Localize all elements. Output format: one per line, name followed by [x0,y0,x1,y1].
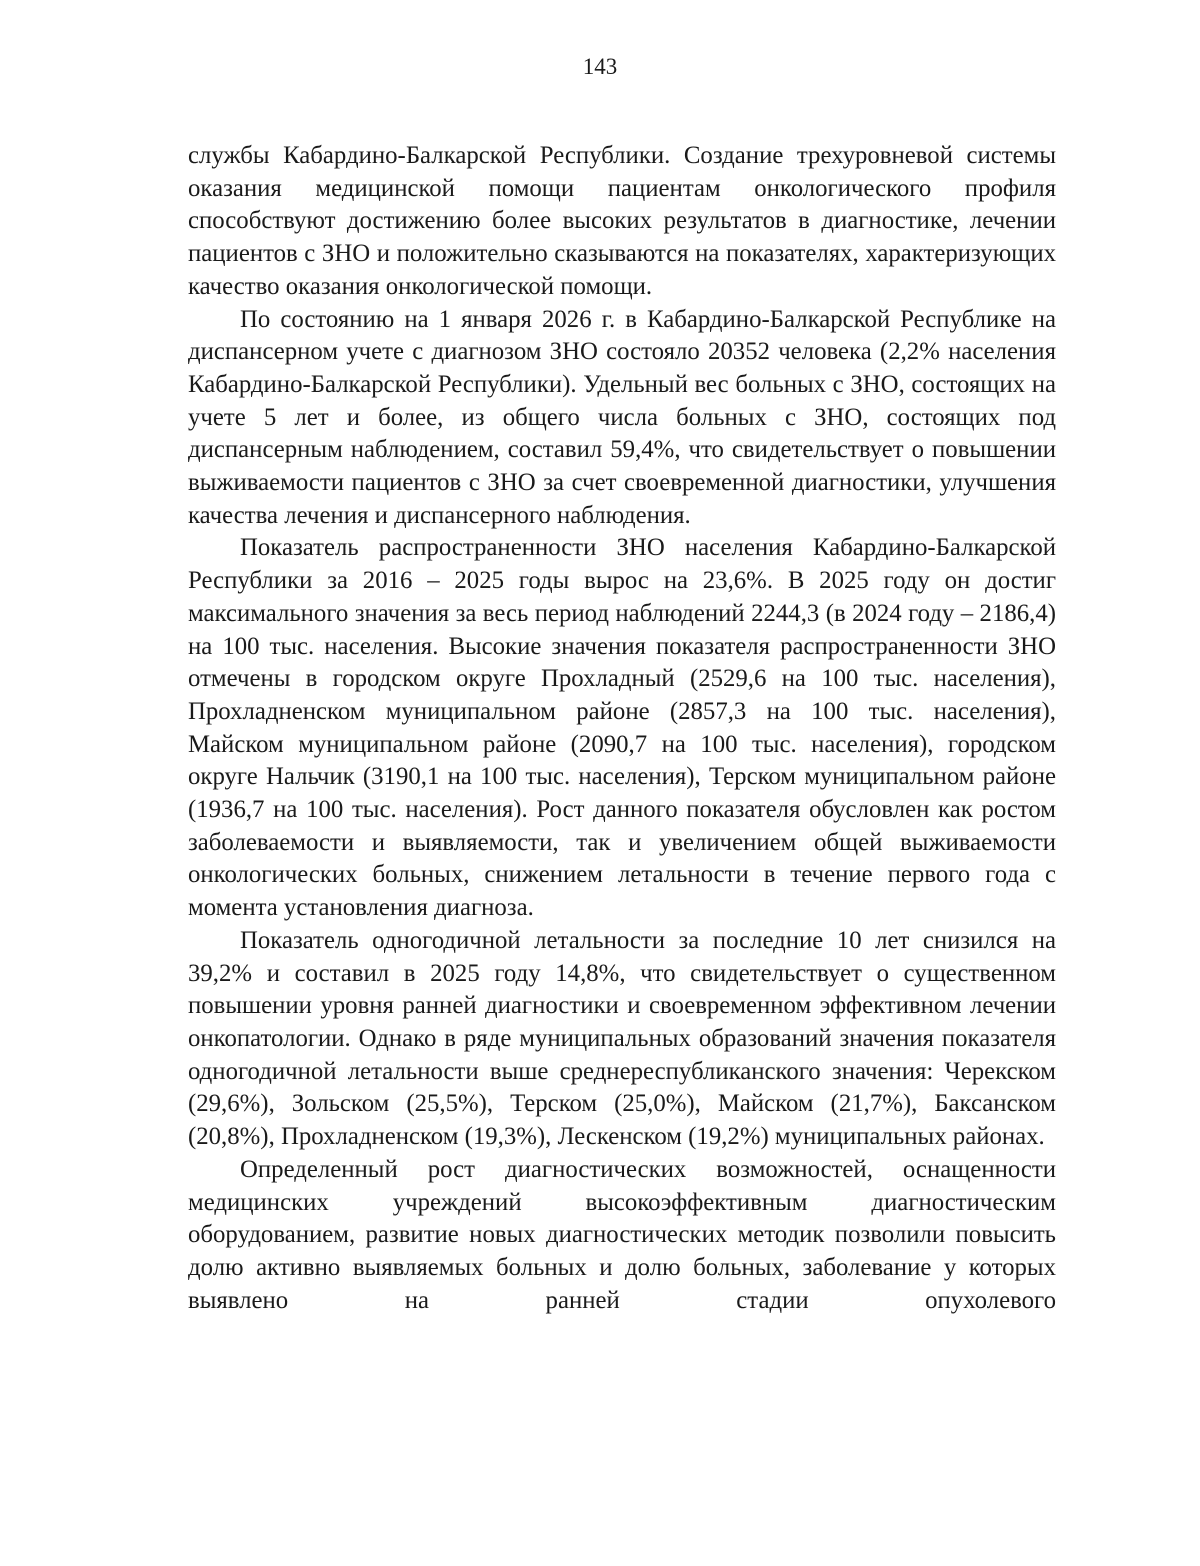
paragraph-4: Показатель одногодичной летальности за последние 10 лет снизился на 39,2% и составил в 2025 году 14,8%, что свидетельствует о существенном повышении уровня ранней диагностики и своевременном эффективном лечении онкопатологии. Однако в ряде муниципальных образований значения показателя одногодичной летальности выше среднереспубликанского значения: Черекском (29,6%), Зольском (25,5%), Терском (25,0%), Майском (21,7%), Баксанском (20,8%), Прохладненском (19,3%), Лескенском (19,2%) муниципальных районах. [188,926,1056,1151]
page-number: 143 [582,54,618,79]
paragraph-3: Показатель распространенности ЗНО населения Кабардино-Балкарской Республики за 2016 – 2025 годы вырос на 23,6%. В 2025 году он достиг максимального значения за весь период наблюдений 2244,3 (в 2024 году – 2186,4) на 100 тыс. населения. Высокие значения показателя распространенности ЗНО отмечены в городском округе Прохладный (2529,6 на 100 тыс. населения), Прохладненском муниципальном районе (2857,3 на 100 тыс. населения), Майском муниципальном районе (2090,7 на 100 тыс. населения), городском округе Нальчик (3190,1 на 100 тыс. населения), Терском муниципальном районе (1936,7 на 100 тыс. населения). Рост данного показателя обусловлен как ростом заболеваемости и выявляемости, так и увеличением общей выживаемости онкологических больных, снижением летальности в течение первого года с момента установления диагноза. [188,534,1056,922]
paragraph-1: службы Кабардино-Балкарской Республики. Создание трехуровневой системы оказания медицинской помощи пациентам онкологического профиля способствуют достижению более высоких результатов в диагностике, лечении пациентов с ЗНО и положительно сказываются на показателях, характеризующих качество оказания онкологической помощи. [188,142,1056,300]
document-body [188,140,1056,1317]
paragraph-5: Определенный рост диагностических возможностей, оснащенности медицинских учреждений высокоэффективным диагностическим оборудованием, развитие новых диагностических методик позволили повысить долю активно выявляемых больных и долю больных, заболевание у которых выявлено на ранней стадии опухолевого [188,1155,1056,1314]
paragraph-2: По состоянию на 1 января 2026 г. в Кабардино-Балкарской Республике на диспансерном учете с диагнозом ЗНО состояло 20352 человека (2,2% населения Кабардино-Балкарской Республики). Удельный вес больных с ЗНО, состоящих на учете 5 лет и более, из общего числа больных с ЗНО, состоящих под диспансерным наблюдением, составил 59,4%, что свидетельствует о повышении выживаемости пациентов с ЗНО за счет своевременной диагностики, улучшения качества лечения и диспансерного наблюдения. [188,305,1056,529]
